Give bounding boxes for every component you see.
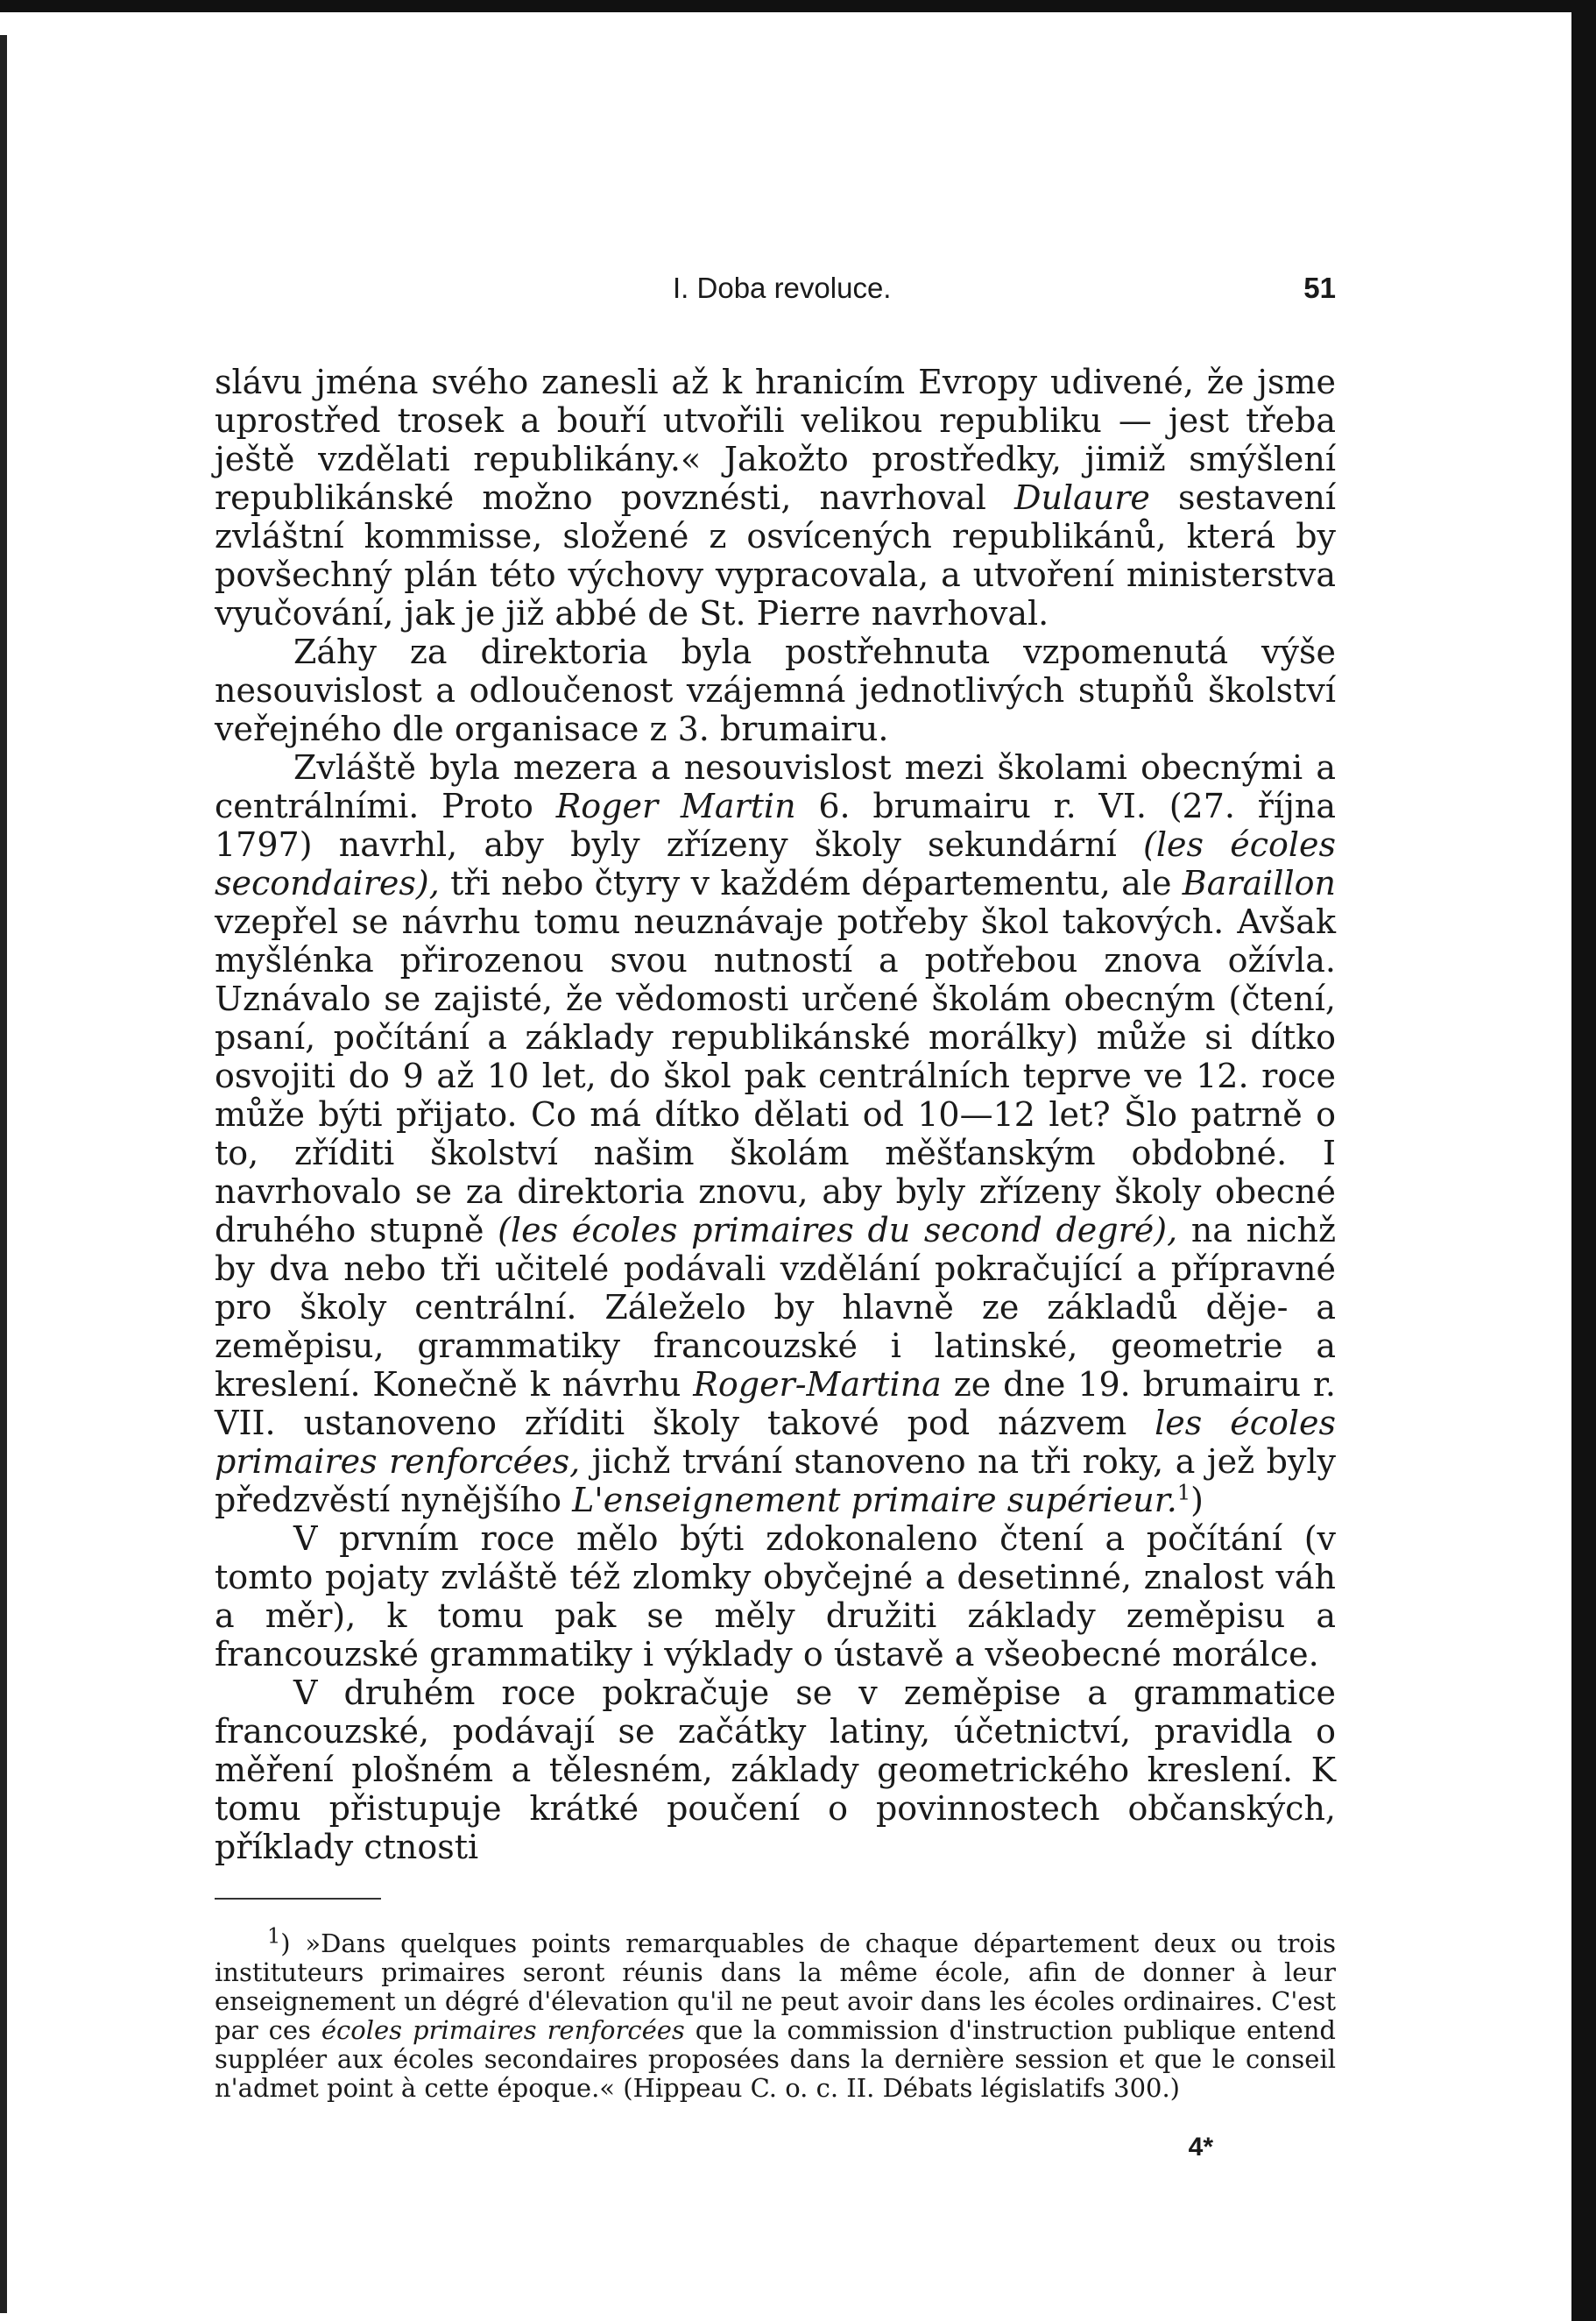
italic-text: Roger-Martina xyxy=(693,1365,942,1404)
paragraph xyxy=(215,363,1336,633)
italic-text: écoles primaires renforcées xyxy=(321,2015,685,2045)
italic-text: (les écoles secondaires), xyxy=(215,825,1337,902)
footnote-marker: 1 xyxy=(1176,1480,1191,1505)
text-run: ) xyxy=(1190,1481,1204,1519)
paragraph xyxy=(215,1674,1336,1866)
text-run: que la commission d'instruction publique entend suppléer aux écoles secondaires proposées dans la dernière session et que le conseil n'admet point à cette époque.« (Hippeau C. o. c. II. Débats législatifs 300.) xyxy=(215,2015,1336,2103)
text-run: slávu jména svého zanesli až k hranicím Evropy udivené, že jsme uprostřed trosek a bouří utvořili velikou republiku — jest třeba ještě vzdělati republikány.« Jakožto prostředky, jimiž smýšlení republikánské možno povznésti, navrhoval xyxy=(215,363,1336,517)
book-page xyxy=(215,272,1336,2162)
scan-border-top xyxy=(0,0,1596,12)
text-run: vzepřel se návrhu tomu neuznávaje potřeby škol takových. Avšak myšlénka přirozenou svou nutností a potřebou znova ožívla. Uznávalo se zajisté, že vědomosti určené školám obecným (čtení, psaní, počítání a základy republikánské morálky) může si dítko osvojiti do 9 až 10 let, do škol pak centrálních teprve ve 12. roce může býti přijato. Co má dítko dělati od 10—12 let? Šlo patrně o to, zříditi školství našim školám měšťanským obdobné. I navrhovalo se za direktoria znovu, aby byly zřízeny školy obecné druhého stupně xyxy=(215,902,1336,1249)
italic-text: L'enseignement primaire supérieur. xyxy=(572,1481,1177,1519)
running-header xyxy=(215,272,1336,310)
text-run: V prvním roce mělo býti zdokonaleno čtení a počítání (v tomto pojaty zvláště též zlomky obyčejné a desetinné, znalost váh a měr), k tomu pak se měly družiti základy zeměpisu a francouzské grammatiky i výklady o ústavě a všeobecné morálce. xyxy=(215,1519,1336,1674)
footnote-separator xyxy=(215,1898,381,1900)
italic-text: les écoles primaires renforcées, xyxy=(215,1404,1336,1481)
text-run: 6. brumairu r. VI. (27. října 1797) navrhl, aby byly zřízeny školy sekundární xyxy=(215,787,1336,864)
text-run: V druhém roce pokračuje se v zeměpise a grammatice francouzské, podávají se začátky latiny, účetnictví, pravidla o měření plošném a tělesném, základy geometrického kreslení. K tomu přistupuje krátké poučení o povinnostech občanských, příklady ctnosti xyxy=(215,1674,1336,1866)
text-run: ) »Dans quelques points remarquables de chaque département deux ou trois instituteurs primaires seront réunis dans la même école, afin de donner à leur enseignement un dégré d'élevation qu'il ne peut avoir dans les écoles ordinaires. C'est par ces xyxy=(215,1928,1336,2045)
body-text xyxy=(215,363,1336,1866)
text-run: Záhy za direktoria byla postřehnuta vzpomenutá výše nesouvislost a odloučenost vzájemná jednotlivých stupňů školství veřejného dle organisace z 3. brumairu. xyxy=(215,633,1336,748)
chapter-title: I. Doba revoluce. xyxy=(673,272,892,304)
footnote xyxy=(215,1923,1336,2103)
text-run: ze dne 19. brumairu r. VII. ustanoveno zříditi školy takové pod názvem xyxy=(215,1365,1336,1442)
scan-border-right xyxy=(1571,0,1596,2321)
text-run: Zvláště byla mezera a nesouvislost mezi školami obecnými a centrálními. Proto xyxy=(215,748,1336,825)
italic-text: Dulaure xyxy=(1014,478,1150,517)
footnote-marker: 1 xyxy=(267,1923,281,1949)
italic-text: Baraillon xyxy=(1182,864,1336,902)
text-run: tři nebo čtyry v každém départementu, ale xyxy=(439,864,1183,902)
paragraph xyxy=(215,633,1336,748)
italic-text: (les écoles primaires du second degré), xyxy=(498,1211,1178,1249)
paragraph xyxy=(215,748,1336,1519)
italic-text: Roger Martin xyxy=(555,787,796,825)
scan-border-left xyxy=(0,35,7,2313)
text-run: sestavení zvláštní kommisse, složené z osvícených republikánů, která by povšechný plán této výchovy vypracovala, a utvoření ministerstva vyučování, jak je již abbé de St. Pierre navrhoval. xyxy=(215,478,1337,633)
page-number: 51 xyxy=(1303,272,1336,304)
paragraph xyxy=(215,1519,1336,1674)
signature-mark: 4* xyxy=(1188,2133,1213,2162)
text-run: na nichž by dva nebo tři učitelé podávali vzdělání pokračující a přípravné pro školy centrální. Záleželo by hlavně ze základů děje- a zeměpisu, grammatiky francouzské i latinské, geometrie a kreslení. Konečně k návrhu xyxy=(215,1211,1336,1404)
text-run: jichž trvání stanoveno na tři roky, a jež byly předzvěstí nynějšího xyxy=(215,1442,1337,1519)
